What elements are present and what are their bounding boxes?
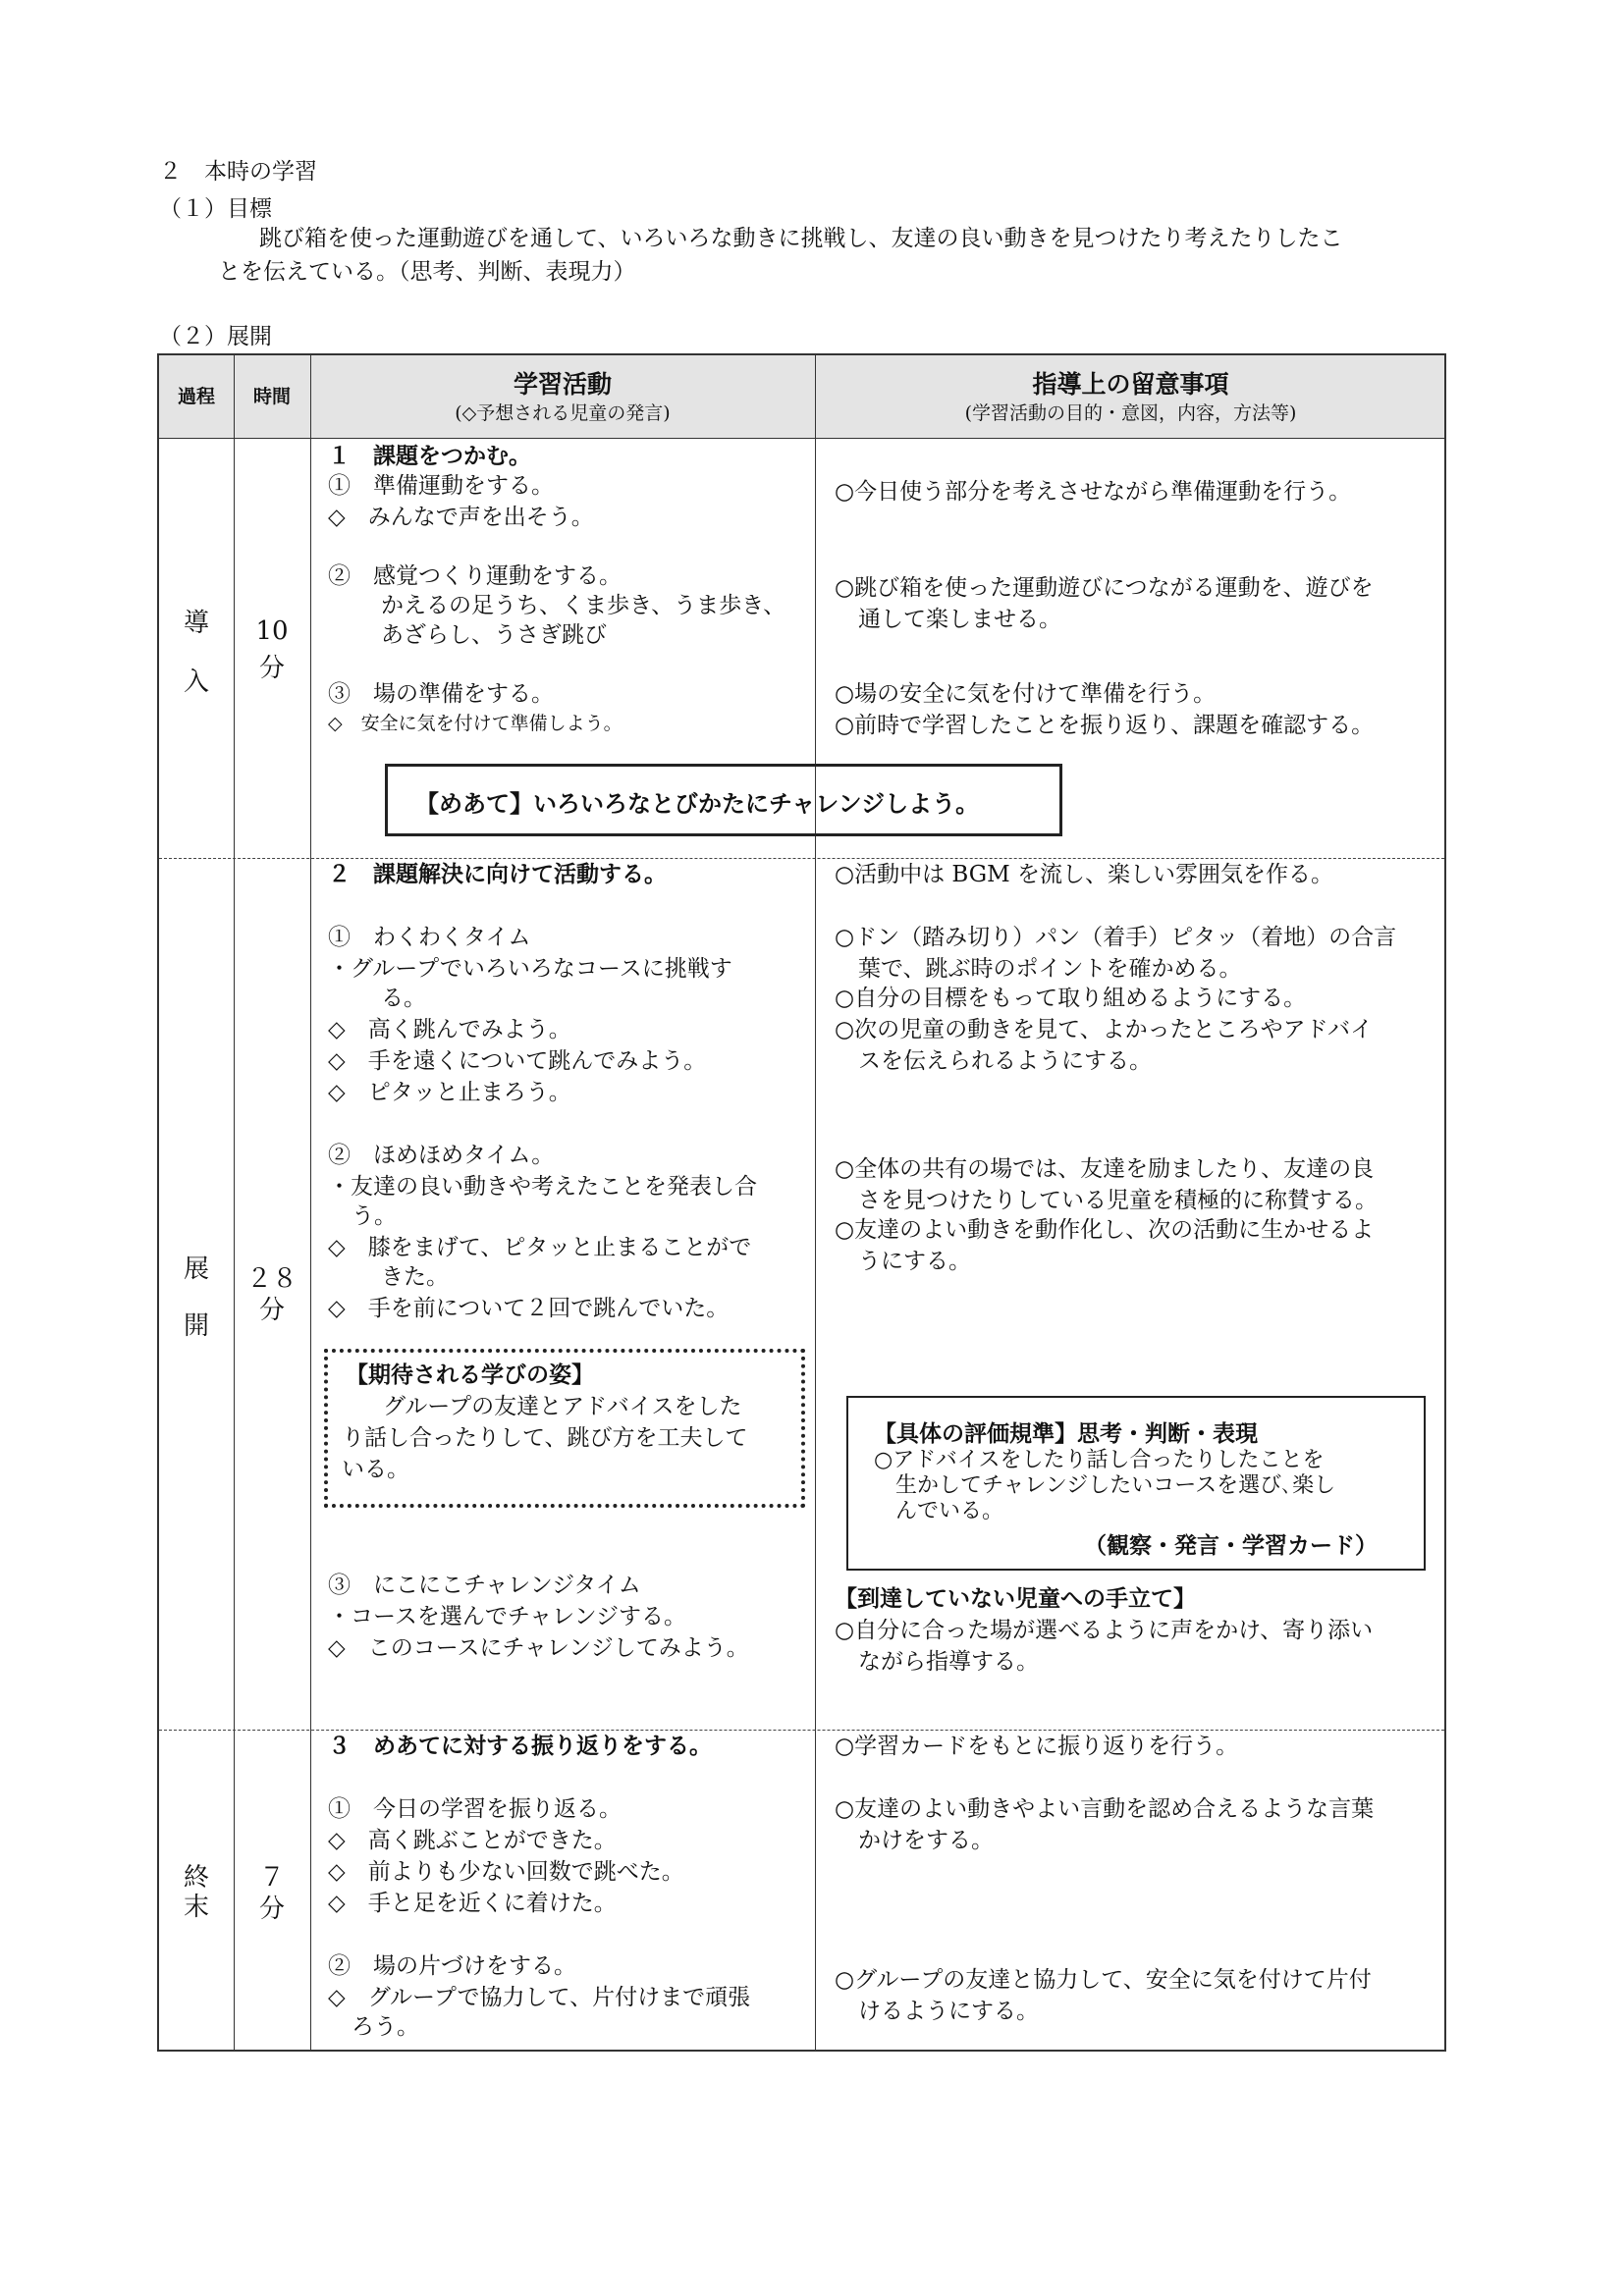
section-title: ２ 本時の学習 [159,159,317,185]
expected-learning-box [324,1349,805,1508]
intro-activity: ③ 場の準備をする。 [328,681,554,707]
header-activity: 学習活動 [513,370,612,399]
intro-activity: １ 課題をつかむ。 [328,444,531,469]
main-activity: ③ にこにこチャレンジタイム [328,1573,641,1598]
time-intro-value: 10 [255,616,289,646]
closing-activity: ろう。 [352,2014,419,2040]
main-activity: ◇ ピタッと止まろう。 [328,1080,571,1105]
criteria-line: ○アドバイスをしたり話し合ったりしたことを [874,1448,1325,1472]
intro-activity: ① 準備運動をする。 [328,473,554,499]
intro-activity: かえるの足うち、くま歩き、うま歩き、 [381,593,786,618]
goal-text-line-2: とを伝えている。（思考、判断、表現力） [218,259,636,285]
main-note: ○全体の共有の場では、友達を励ましたり、友達の良 [835,1156,1375,1182]
closing-activity: ◇ 手と足を近くに着けた。 [328,1891,617,1916]
meate-box [385,764,1062,836]
time-intro-unit: 分 [258,654,285,683]
support-line: ながら指導する。 [858,1649,1039,1675]
expected-line: いる。 [342,1457,409,1482]
intro-note: ○今日使う部分を考えさせながら準備運動を行う。 [835,479,1352,505]
row-divider-main-closing [159,1730,1444,1731]
intro-note: ○前時で学習したことを振り返り、課題を確認する。 [835,713,1375,738]
header-notes: 指導上の留意事項 [1032,370,1229,399]
time-closing-unit: 分 [258,1895,285,1924]
criteria-line: んでいる。 [895,1499,1004,1523]
header-process: 過程 [177,386,215,407]
main-note: 葉で、跳ぶ時のポイントを確かめる。 [858,956,1242,982]
main-activity: きた。 [381,1264,449,1290]
header-activity-sub: (◇予想される児童の発言) [455,402,671,424]
main-activity: ◇ 手を遠くについて跳んでみよう。 [328,1048,707,1074]
col-divider [815,355,816,2050]
lesson-table [157,353,1446,2052]
main-note: スを伝えられるようにする。 [858,1048,1152,1074]
intro-note: 通して楽しませる。 [858,607,1061,632]
time-closing-value: ７ [258,1863,285,1893]
closing-activity: ① 今日の学習を振り返る。 [328,1796,622,1822]
expected-title: 【期待される学びの姿】 [346,1362,594,1388]
intro-activity: ② 感覚つくり運動をする。 [328,563,622,589]
main-note: ○ドン（踏み切り）パン（着手）ピタッ（着地）の合言 [835,925,1397,950]
phase-closing-char-2: 末 [183,1893,209,1922]
development-heading: （２）展開 [159,324,272,349]
evaluation-criteria-box [846,1396,1426,1571]
main-activity: ・友達の良い動きや考えたことを発表し合 [328,1174,757,1200]
intro-activity: あざらし、うさぎ跳び [381,622,607,648]
phase-main-char-1: 展 [183,1255,209,1284]
meate-text: 【めあて】いろいろなとびかたにチャレンジしよう。 [415,790,980,818]
time-main-unit: 分 [258,1296,285,1325]
criteria-line: 生かしてチャレンジしたいコースを選び､楽し [895,1473,1336,1498]
main-activity: う。 [352,1203,397,1229]
main-note: うにする。 [858,1249,971,1274]
closing-note: ○学習カードをもとに振り返りを行う。 [835,1734,1239,1759]
main-activity: ２ 課題解決に向けて活動する。 [328,862,667,887]
intro-note: ○跳び箱を使った運動遊びにつながる運動を、遊びを [835,575,1374,601]
expected-line: グループの友達とアドバイスをした [383,1394,742,1419]
main-activity: ・グループでいろいろなコースに挑戦す [328,956,732,982]
main-note: ○活動中は BGM を流し、楽しい雰囲気を作る。 [835,862,1333,887]
support-line: ○自分に合った場が選べるように声をかけ、寄り添い [835,1618,1374,1643]
closing-activity: ３ めあてに対する振り返りをする。 [328,1734,712,1759]
closing-note: けるようにする。 [858,1999,1039,2024]
closing-note: かけをする。 [858,1828,994,1853]
criteria-method: （観察・発言・学習カード） [1084,1533,1378,1559]
phase-main-char-2: 開 [183,1311,209,1341]
row-divider-intro-main [159,858,1444,859]
intro-activity: ◇ みんなで声を出そう。 [328,505,594,530]
main-note: ○自分の目標をもって取り組めるようにする。 [835,986,1307,1011]
main-activity: ① わくわくタイム [328,925,531,950]
header-time: 時間 [252,386,291,407]
main-activity: ② ほめほめタイム。 [328,1143,555,1168]
expected-line: り話し合ったりして、跳び方を工夫して [342,1425,748,1451]
col-divider [310,355,311,2050]
main-note: さを見つけたりしている児童を積極的に称賛する。 [858,1188,1378,1213]
col-divider [234,355,235,2050]
closing-activity: ◇ 高く跳ぶことができた。 [328,1828,617,1853]
phase-intro-char-2: 入 [183,667,209,697]
intro-activity: ◇ 安全に気を付けて準備しよう。 [328,713,623,734]
main-activity: ◇ 膝をまげて、ピタッと止まることがで [328,1235,752,1260]
closing-activity: ② 場の片づけをする。 [328,1953,576,1979]
goal-text-line-1: 跳び箱を使った運動遊びを通して、いろいろな動きに挑戦し、友達の良い動きを見つけたり考えたりしたこ [259,226,1343,251]
main-activity: ◇ 高く跳んでみよう。 [328,1017,571,1042]
phase-intro-char-1: 導 [183,609,209,638]
main-activity: ◇ このコースにチャレンジしてみよう。 [328,1635,749,1661]
closing-activity: ◇ 前よりも少ない回数で跳べた。 [328,1859,684,1885]
main-activity: る。 [381,986,426,1011]
main-activity: ◇ 手を前について２回で跳んでいた。 [328,1296,730,1321]
phase-closing-char-1: 終 [183,1863,209,1893]
main-activity: ・コースを選んでチャレンジする。 [328,1604,687,1629]
time-main-value: ２８ [245,1264,298,1294]
closing-note: ○友達のよい動きやよい言動を認め合えるような言葉 [835,1796,1375,1822]
closing-activity: ◇ グループで協力して、片付けまで頑張 [328,1985,751,2010]
main-note: ○次の児童の動きを見て、よかったところやアドバイ [835,1017,1374,1042]
closing-note: ○グループの友達と協力して、安全に気を付けて片付 [835,1967,1372,1993]
intro-note: ○場の安全に気を付けて準備を行う。 [835,681,1217,707]
goal-heading: （１）目標 [159,196,272,222]
criteria-title: 【具体の評価規準】思考・判断・表現 [874,1421,1258,1447]
main-note: ○友達のよい動きを動作化し、次の活動に生かせるよ [835,1217,1375,1243]
header-notes-sub: (学習活動の目的・意図，内容，方法等) [964,402,1297,424]
header-row-divider [159,438,1444,439]
support-title: 【到達していない児童への手立て】 [835,1586,1196,1612]
